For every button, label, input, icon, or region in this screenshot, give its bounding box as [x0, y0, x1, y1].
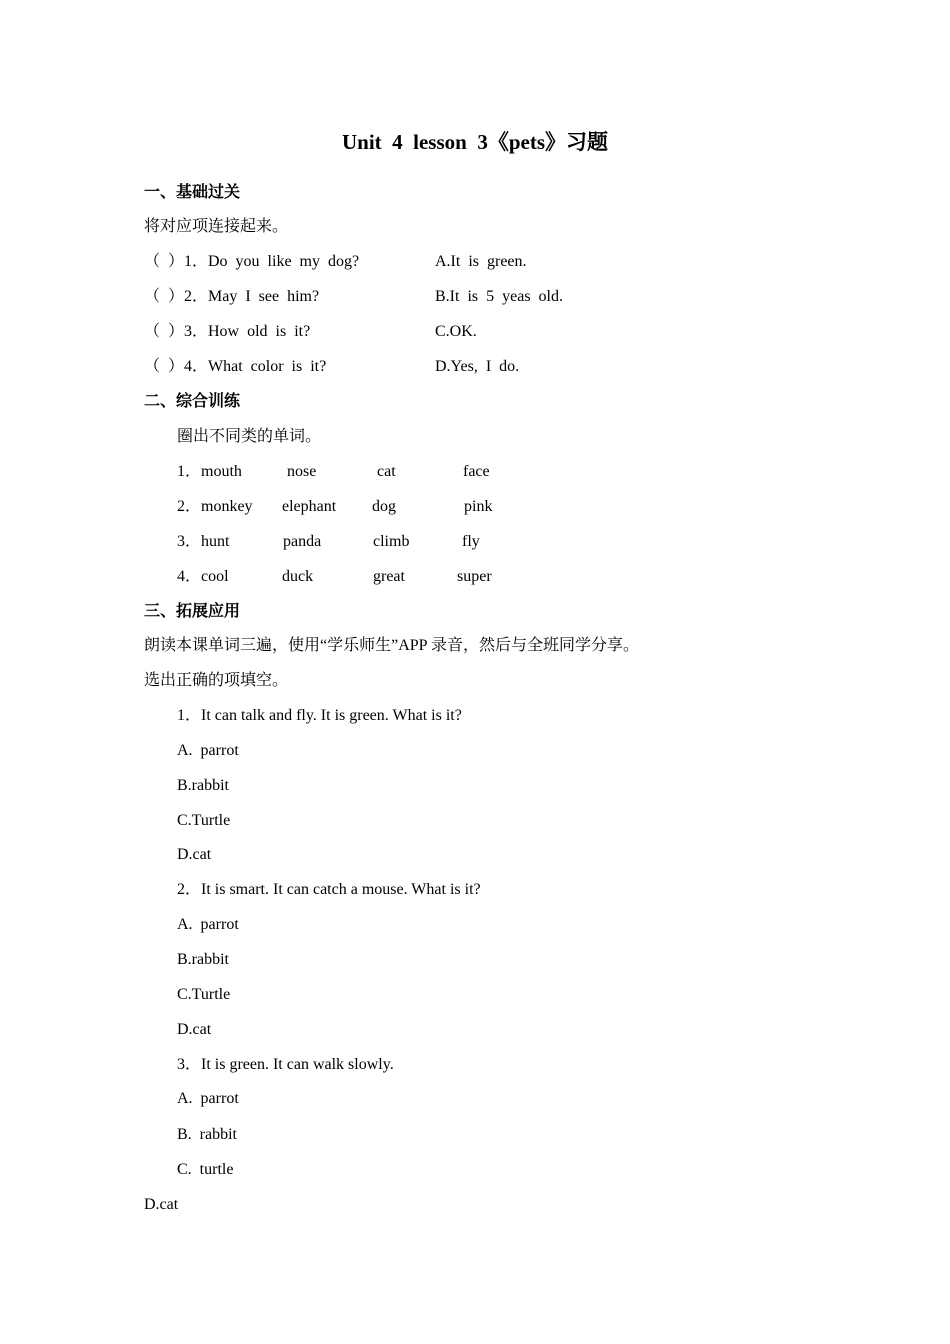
- match-item-right: D.Yes, I do.: [435, 358, 520, 375]
- word-cell: 2．monkey: [177, 498, 253, 515]
- match-item-left: （ ）3．How old is it?: [144, 323, 311, 340]
- word-cell: pink: [464, 498, 493, 515]
- word-cell: dog: [372, 498, 396, 515]
- section3-line2: 选出正确的项填空。: [144, 672, 289, 689]
- question-option: D.cat: [177, 846, 212, 863]
- word-cell: fly: [462, 533, 480, 550]
- section3-line1: 朗读本课单词三遍，使用“学乐师生”APP 录音，然后与全班同学分享。: [144, 637, 639, 654]
- word-cell: cat: [377, 463, 396, 480]
- question-option: A. parrot: [177, 1090, 239, 1107]
- section2-instruction: 圈出不同类的单词。: [177, 428, 322, 445]
- match-item-left: （ ）4．What color is it?: [144, 358, 327, 375]
- match-item-left: （ ）1．Do you like my dog?: [144, 253, 360, 270]
- question-option: C.Turtle: [177, 986, 231, 1003]
- question-option: B.rabbit: [177, 777, 229, 794]
- question-option: B. rabbit: [177, 1126, 237, 1143]
- word-cell: climb: [373, 533, 410, 550]
- section2-heading: 二、综合训练: [144, 393, 241, 410]
- word-cell: duck: [282, 568, 314, 585]
- section1-instruction: 将对应项连接起来。: [144, 218, 289, 235]
- word-cell: face: [463, 463, 490, 480]
- question-option: C. turtle: [177, 1161, 234, 1178]
- question-option: B.rabbit: [177, 951, 229, 968]
- word-cell: super: [457, 568, 492, 585]
- section3-heading: 三、拓展应用: [144, 603, 241, 620]
- word-cell: 1．mouth: [177, 463, 242, 480]
- word-cell: 4．cool: [177, 568, 229, 585]
- match-item-right: C.OK.: [435, 323, 477, 340]
- question-option: C.Turtle: [177, 812, 231, 829]
- word-cell: elephant: [282, 498, 337, 515]
- question-option: D.cat: [144, 1196, 179, 1213]
- question-text: 2．It is smart. It can catch a mouse. What is it?: [177, 881, 481, 898]
- page-title: Unit 4 lesson 3《pets》习题: [341, 130, 609, 154]
- match-item-left: （ ）2．May I see him?: [144, 288, 320, 305]
- word-cell: nose: [287, 463, 317, 480]
- word-cell: great: [373, 568, 405, 585]
- section1-heading: 一、基础过关: [144, 184, 241, 201]
- question-text: 1．It can talk and fly. It is green. What is it?: [177, 707, 462, 724]
- word-cell: 3．hunt: [177, 533, 230, 550]
- question-option: D.cat: [177, 1021, 212, 1038]
- question-option: A. parrot: [177, 916, 239, 933]
- word-cell: panda: [283, 533, 322, 550]
- question-text: 3．It is green. It can walk slowly.: [177, 1056, 394, 1073]
- question-option: A. parrot: [177, 742, 239, 759]
- match-item-right: A.It is green.: [435, 253, 527, 270]
- match-item-right: B.It is 5 yeas old.: [435, 288, 563, 305]
